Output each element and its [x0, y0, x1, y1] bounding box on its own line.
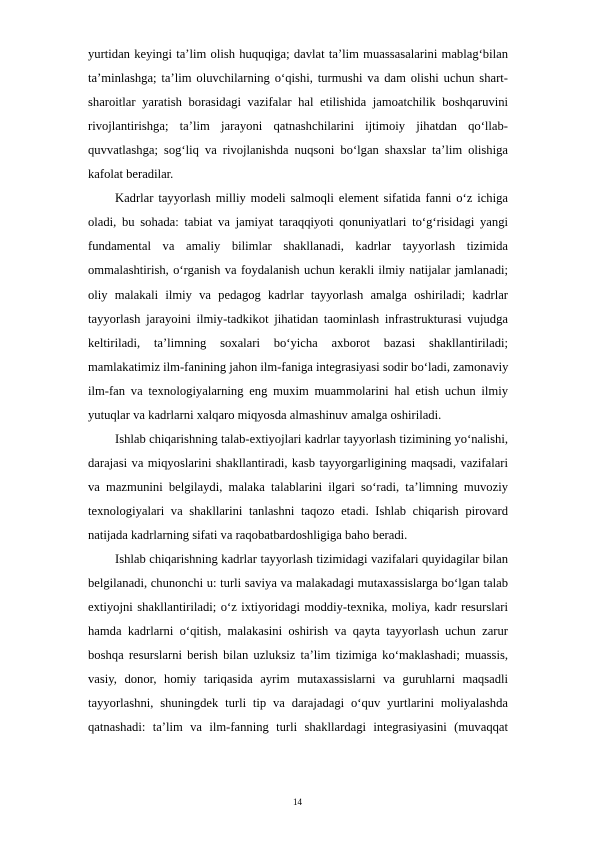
text-line: tayyorlashni, shuningdek turli tip va darajadagi o‘quv yurtlarini moliyalashda — [88, 696, 508, 711]
text-line: extiyojni shakllantiriladi; o‘z ixtiyoridagi moddiy-texnika, moliya, kadr resurslari — [88, 600, 508, 615]
text-line: ilm-fan va texnologiyalarning eng muxim muammolarini hal etish uchun ilmiy — [88, 383, 508, 398]
paragraph-first-line: Kadrlar tayyorlash milliy modeli salmoqli element sifatida fanni o‘z ichiga — [115, 191, 508, 206]
text-line: natijada kadrlarning sifati va raqobatbardoshligiga baho beradi. — [88, 528, 408, 542]
text-line: fundamental va amaliy bilimlar shakllanadi, kadrlar tayyorlash tizimida — [88, 239, 508, 254]
text-line: oliy malakali ilmiy va pedagog kadrlar tayyorlash amalga oshiriladi; kadrlar — [88, 287, 508, 302]
text-line: belgilanadi, chunonchi u: turli saviya va malakadagi mutaxassislarga bo‘lgan talab — [88, 576, 508, 591]
page-number: 14 — [293, 797, 302, 807]
text-line: kafolat beradilar. — [88, 167, 174, 182]
text-line: oladi, bu sohada: tabiat va jamiyat taraqqiyoti qonuniyatlari to‘g‘risidagi yangi — [88, 215, 508, 230]
text-line: quvvatlashga; sog‘liq va rivojlanishda nuqsoni bo‘lgan shaxslar ta’lim olishiga — [88, 143, 508, 158]
text-line: yutuqlar va kadrlarni xalqaro miqyosda almashinuv amalga oshiriladi. — [88, 407, 442, 422]
text-line: qatnashadi: ta’lim va ilm-fanning turli shakllardagi integrasiyasini (muvaqqat — [88, 720, 508, 735]
text-line: keltiriladi, ta’limning soxalari bo‘yicha axborot bazasi shakllantiriladi; — [88, 335, 508, 350]
text-line: ommalashtirish, o‘rganish va foydalanish uchun kerakli ilmiy natijalar jamlanadi; — [88, 263, 508, 278]
paragraph-first-line: Ishlab chiqarishning kadrlar tayyorlash tizimidagi vazifalari quyidagilar bilan — [115, 552, 508, 567]
text-line: tayyorlash jarayoini ilmiy-tadkikot jihatidan taominlash infrastrukturasi vujudga — [88, 311, 508, 326]
text-line: darajasi va miqyoslarini shakllantiradi, kasb tayyorgarligining maqsadi, vazifalari — [88, 455, 508, 470]
text-line: rivojlantirishga; ta’lim jarayoni qatnashchilarini ijtimoiy jihatdan qo‘llab- — [88, 119, 508, 134]
text-line: texnologiyalari va shakllarini tanlashni taqozo etadi. Ishlab chiqarish pirovard — [88, 503, 508, 518]
paragraph-first-line: Ishlab chiqarishning talab-extiyojlari kadrlar tayyorlash tizimining yo‘nalishi, — [115, 431, 508, 446]
text-line: hamda kadrlarni o‘qitish, malakasini oshirish va qayta tayyorlash uchun zarur — [88, 624, 508, 639]
text-line: boshqa resurslarni berish bilan uzluksiz ta’lim tizimiga ko‘maklashadi; muassis, — [88, 648, 508, 663]
text-line: vasiy, donor, homiy tariqasida ayrim mutaxassislarni va guruhlarni maqsadli — [88, 672, 508, 687]
text-line: yurtidan keyingi ta’lim olish huquqiga; davlat ta’lim muassasalarini mablag‘bilan — [88, 47, 508, 61]
text-line: ta’minlashga; ta’lim oluvchilarning o‘qishi, turmushi va dam olishi uchun shart- — [88, 71, 508, 86]
text-line: mamlakatimiz ilm-fanining jahon ilm-faniga integrasiyasi sodir bo‘ladi, zamonaviy — [88, 359, 509, 374]
text-line: sharoitlar yaratish borasidagi vazifalar hal etilishida jamoatchilik boshqaruvini — [88, 95, 508, 110]
text-line: va mazmunini belgilaydi, malaka talablarini ilgari so‘radi, ta’limning muvoziy — [88, 479, 508, 494]
